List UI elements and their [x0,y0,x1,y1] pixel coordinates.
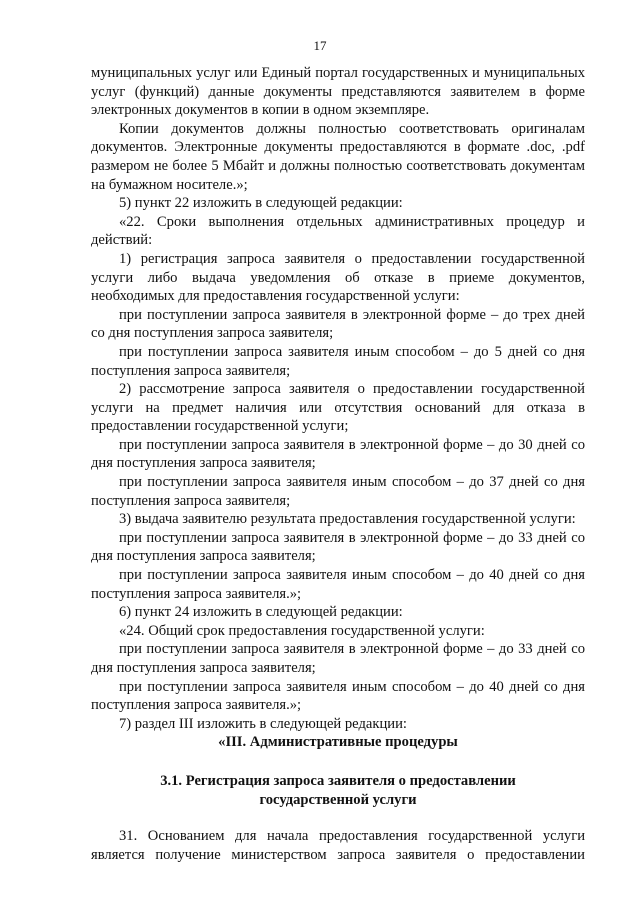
paragraph: 2) рассмотрение запроса заявителя о предоставлении государственной услуги на предмет наличия или отсутствия оснований для отказа в предоставлении государственной услуги; [91,381,585,435]
paragraph: 31. Основанием для начала предоставления государственной услуги является получение министерством запроса заявителя о предоставлении [91,828,585,863]
paragraph: при поступлении запроса заявителя иным способом – до 40 дней со дня поступления запроса заявителя.»; [91,678,585,714]
paragraph: при поступлении запроса заявителя в электронной форме – до 33 дней со дня поступления запроса заявителя; [91,641,585,676]
paragraph: муниципальных услуг или Единый портал государственных и муниципальных услуг (функций) данные документы представляются заявителем в форме электронных документов в копии в одном экземпляре. [91,65,585,119]
paragraph: 6) пункт 24 изложить в следующей редакции: [119,604,403,621]
section-heading: «III. Административные процедуры [218,734,458,751]
document-body [91,64,585,864]
paragraph: при поступлении запроса заявителя иным способом – до 40 дней со дня поступления запроса заявителя.»; [91,567,585,602]
paragraph: 7) раздел III изложить в следующей редакции: [119,715,407,732]
subsection-heading [91,772,585,809]
paragraph: «22. Сроки выполнения отдельных административных процедур и действий: [91,213,585,249]
page-number: 17 [313,38,327,53]
paragraph: 3) выдача заявителю результата предоставления государственной услуги: [119,511,576,528]
paragraph: при поступлении запроса заявителя в электронной форме – до трех дней со дня поступления запроса заявителя; [91,306,585,342]
subsection-heading-line: 3.1. Регистрация запроса заявителя о предоставлении [160,772,516,789]
paragraph: при поступлении запроса заявителя в электронной форме – до 30 дней со дня поступления запроса заявителя; [91,436,585,472]
paragraph: при поступлении запроса заявителя иным способом – до 5 дней со дня поступления запроса заявителя; [91,343,585,379]
paragraph: при поступлении запроса заявителя иным способом – до 37 дней со дня поступления запроса заявителя; [91,474,585,509]
subsection-heading-line: государственной услуги [259,791,417,808]
paragraph: «24. Общий срок предоставления государственной услуги: [119,622,485,639]
paragraph: Копии документов должны полностью соответствовать оригиналам документов. Электронные документы предоставляются в формате .doc, .pdf размером не более 5 Мбайт и должны полностью соответствовать документам на бумажном носителе.»; [91,120,585,193]
paragraph: 5) пункт 22 изложить в следующей редакции: [119,195,403,212]
paragraph: 1) регистрация запроса заявителя о предоставлении государственной услуги либо выдача уведомления об отказе в приеме документов, необходимых для предоставления государственной услуги: [91,250,585,305]
paragraph: при поступлении запроса заявителя в электронной форме – до 33 дней со дня поступления запроса заявителя; [91,529,585,565]
